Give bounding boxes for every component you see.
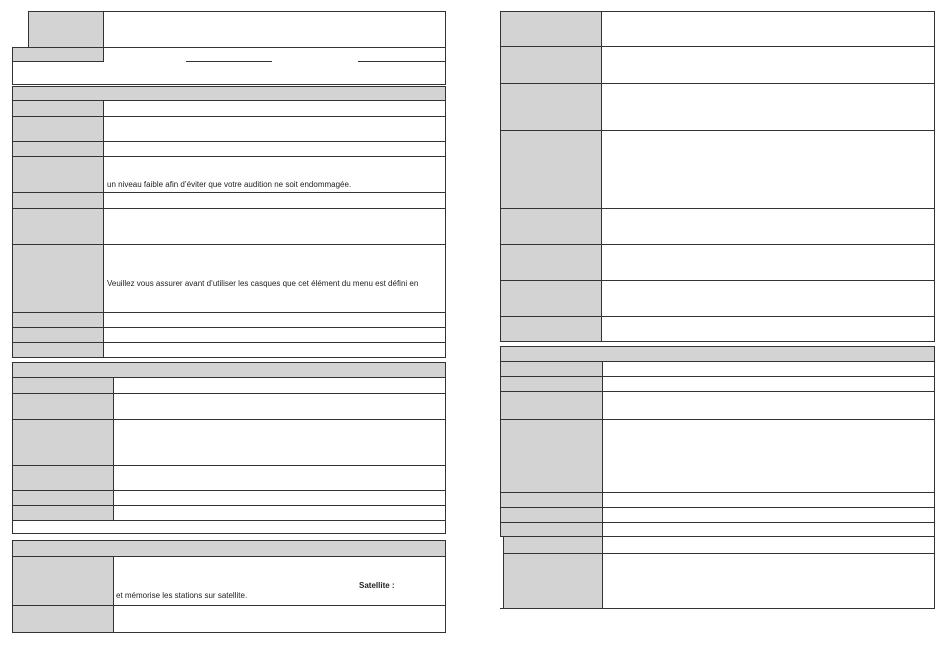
row-divider — [500, 244, 935, 245]
row-divider — [12, 393, 446, 394]
row-divider — [500, 130, 935, 131]
right-lower-label-column — [501, 362, 603, 536]
sound-table-label-column — [13, 101, 104, 357]
row-divider — [12, 465, 446, 466]
row-divider — [12, 342, 446, 343]
volume-description: un niveau faible afin d’éviter que votre audition ne soit endommagée. — [107, 180, 352, 189]
fragment-row-label — [13, 48, 104, 61]
row-divider — [12, 116, 446, 117]
row-divider — [500, 46, 935, 47]
settings-table-header — [12, 362, 446, 378]
right-bottom-label-column — [504, 537, 603, 608]
satellite-label: Satellite : — [359, 581, 395, 590]
row-divider — [12, 244, 446, 245]
row-divider — [500, 280, 935, 281]
row-divider — [12, 520, 446, 521]
row-divider — [12, 208, 446, 209]
row-divider — [12, 312, 446, 313]
row-divider — [12, 141, 446, 142]
row-divider — [500, 492, 935, 493]
row-divider — [12, 490, 446, 491]
bottom-rule — [500, 608, 506, 609]
fragment-blank-row — [12, 61, 446, 85]
row-divider — [500, 507, 935, 508]
row-divider — [12, 192, 446, 193]
row-divider — [500, 391, 935, 392]
right-upper-label-column — [501, 12, 602, 341]
row-divider — [500, 419, 935, 420]
row-divider — [12, 419, 446, 420]
sound-table-header — [12, 86, 446, 101]
row-divider — [500, 376, 935, 377]
install-table-header — [12, 540, 446, 557]
satellite-description: et mémorise les stations sur satellite. — [116, 591, 248, 600]
row-divider — [500, 83, 935, 84]
row-divider — [12, 156, 446, 157]
row-divider — [500, 208, 935, 209]
row-divider — [503, 553, 935, 554]
row-divider — [500, 522, 935, 523]
row-divider — [12, 505, 446, 506]
top-fragment-label-cell — [29, 12, 104, 47]
headphone-description: Veuillez vous assurer avant d’utiliser les casques que cet élément du menu est défini en — [107, 279, 419, 288]
row-divider — [12, 605, 446, 606]
scan-gap-2 — [272, 61, 358, 63]
settings-table-label-column — [13, 378, 114, 520]
row-divider — [500, 316, 935, 317]
right-lower-table-header — [500, 346, 935, 362]
install-table-label-column — [13, 557, 114, 632]
row-divider — [12, 327, 446, 328]
scan-gap-1 — [104, 61, 186, 63]
